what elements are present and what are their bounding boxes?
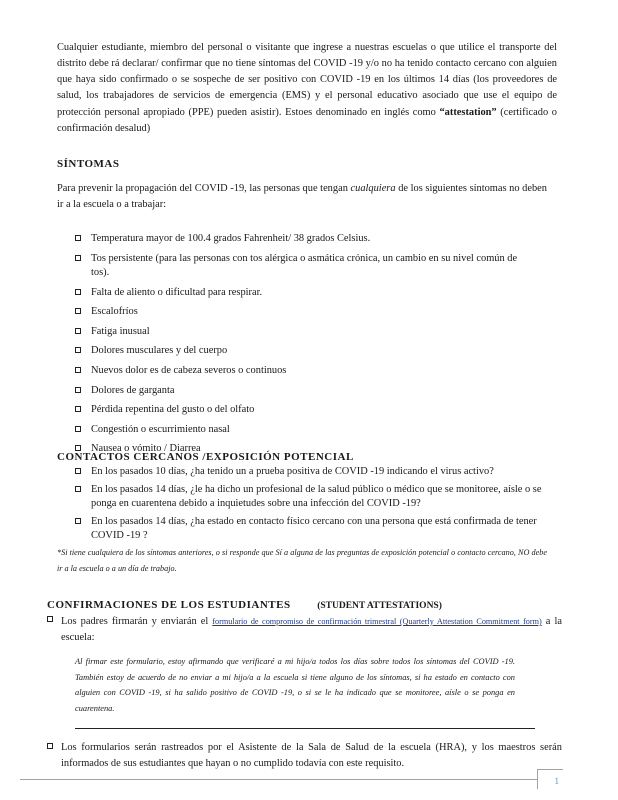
- symptoms-heading: SÍNTOMAS: [57, 158, 120, 170]
- statement-divider: [75, 728, 535, 729]
- checkbox-bullet-icon: [75, 255, 81, 261]
- checkbox-bullet-icon: [75, 328, 81, 334]
- list-item: Nuevos dolor es de cabeza severos o continuos: [57, 364, 527, 379]
- confirmations-paragraph-2: [47, 740, 562, 772]
- list-item: Fatiga inusual: [57, 325, 527, 340]
- list-item: En los pasados 10 días, ¿ha tenido un a prueba positiva de COVID -19 indicando el virus activo?: [57, 465, 562, 480]
- checkbox-bullet-icon: [75, 235, 81, 241]
- list-item: Nausea o vómito / Diarrea: [57, 442, 527, 457]
- checkbox-bullet-icon: [47, 743, 53, 749]
- contacts-note: *Si tiene cualquiera de los síntomas anteriores, o si responde que Sí a alguna de las preguntas de exposición potencial o contacto cercano, NO debe ir a la escuela o a un día de trabajo.: [57, 548, 547, 573]
- checkbox-bullet-icon: [75, 518, 81, 524]
- list-item: Escalofríos: [57, 305, 527, 320]
- attestation-gloss: (certificado o confirmación desalud): [57, 106, 557, 134]
- list-item: En los pasados 14 días, ¿le ha dicho un profesional de la salud público o médico que se monitoree, aísle o se ponga en cuarentena debido a inquietudes sobre una infección del COVID -19?: [57, 483, 562, 512]
- symptoms-lead-a: Para prevenir la propagación del COVID -19, las personas que tengan: [57, 183, 348, 194]
- intro-text: Cualquier estudiante, miembro del personal o visitante que ingrese a nuestras escuelas o que utilice el transporte del distrito debe rá declarar/ confirmar que no tiene síntomas del COVID -19 y/o no ha tenido contacto cercano con alguien que haya sido confirmado o se sospeche de ser positivo con COVID -19 en los últimos 14 días (los proveedores de salud, los trabajadores de servicios de emergencia (EMS) y el personal educativo asociado que use el equipo de protección personal apropiado (PPE) pueden asistir). Estoes denominado en inglés como: [57, 42, 557, 118]
- confirmations-paragraph-1: [47, 614, 562, 646]
- list-item: Congestión o escurrimiento nasal: [57, 423, 527, 438]
- confirmations-heading: CONFIRMACIONES DE LOS ESTUDIANTES: [47, 599, 291, 611]
- checkbox-bullet-icon: [75, 426, 81, 432]
- list-item: Pérdida repentina del gusto o del olfato: [57, 403, 527, 418]
- footer-divider: [20, 779, 537, 780]
- list-item: Dolores musculares y del cuerpo: [57, 344, 527, 359]
- intro-paragraph: [57, 40, 557, 137]
- checkbox-bullet-icon: [75, 308, 81, 314]
- list-item: Dolores de garganta: [57, 384, 527, 399]
- checkbox-bullet-icon: [75, 387, 81, 393]
- symptoms-lead-b: de los siguientes síntomas no deben ir a la escuela o a trabajar:: [57, 183, 547, 211]
- attestation-term: “attestation”: [439, 106, 497, 118]
- confirmations-p1-b: a la escuela:: [61, 616, 562, 644]
- symptoms-lead-emphasis: cualquiera: [350, 183, 396, 194]
- attestation-form-link[interactable]: formulario de compromiso de confirmación trimestral (Quarterly Attestation Commitment form): [212, 617, 542, 626]
- contacts-question-list: [57, 465, 562, 547]
- list-item: Temperatura mayor de 100.4 grados Fahrenheit/ 38 grados Celsius.: [57, 232, 527, 247]
- checkbox-bullet-icon: [75, 347, 81, 353]
- contacts-heading: CONTACTOS CERCANOS /EXPOSICIÓN POTENCIAL: [57, 451, 354, 463]
- list-item: En los pasados 14 días, ¿ha estado en contacto físico cercano con una persona que está confirmada de tener COVID -19 ?: [57, 515, 562, 544]
- checkbox-bullet-icon: [75, 289, 81, 295]
- symptoms-lead: [57, 181, 547, 213]
- confirmations-heading-row: [47, 597, 567, 614]
- checkbox-bullet-icon: [75, 486, 81, 492]
- page-number: 1: [537, 769, 563, 789]
- attestation-statement: Al firmar este formulario, estoy afirmando que verificaré a mi hijo/a todos los días sobre todos los síntomas del COVID -19. También estoy de acuerdo de no enviar a mi hijo/a a la escuela si tiene alguno de los síntomas, si ha estado en contacto con alguien con COVID -19, si ha salido positivo de COVID -19, o si se le ha indicado que se monitoree, aísle o se ponga en cuarentena.: [75, 657, 515, 713]
- confirmations-p1-a: Los padres firmarán y enviarán el: [61, 616, 209, 627]
- symptoms-list: [57, 232, 527, 462]
- checkbox-bullet-icon: [75, 468, 81, 474]
- confirmations-p2: Los formularios serán rastreados por el Asistente de la Sala de Salud de la escuela (HRA), y los maestros serán informados de sus estudiantes que hayan o no cumplido todavía con este requisito.: [61, 742, 562, 770]
- list-item: Tos persistente (para las personas con tos alérgica o asmática crónica, un cambio en su nivel común de tos).: [57, 252, 527, 281]
- checkbox-bullet-icon: [47, 616, 53, 622]
- list-item: Falta de aliento o dificultad para respirar.: [57, 286, 527, 301]
- checkbox-bullet-icon: [75, 406, 81, 412]
- checkbox-bullet-icon: [75, 367, 81, 373]
- confirmations-heading-en: (STUDENT ATTESTATIONS): [317, 601, 442, 611]
